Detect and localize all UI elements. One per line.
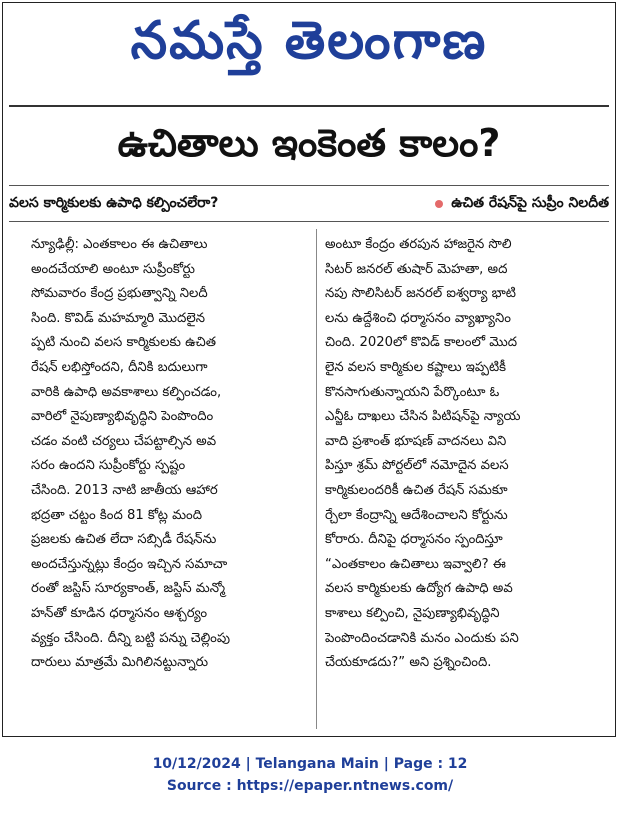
article-line: ప్రజలకు ఉచిత లేదా సబ్సిడీ రేషన్‌ను xyxy=(31,532,217,548)
article-line: రేషన్ లభిస్తోందని, దీనికి బదులుగా xyxy=(31,359,208,375)
masthead-logo: నమస్తే తెలంగాణ xyxy=(130,11,488,71)
headline-rule xyxy=(9,185,609,186)
article-column-left xyxy=(31,233,317,676)
article-line: రంతో జస్టిస్ సూర్యకాంత్, జస్టిస్ మన్మో xyxy=(31,581,226,597)
article-line: కార్మికులందరికీ ఉచిత రేషన్ సమకూ xyxy=(325,482,508,498)
article-line: అంటూ కేంద్రం తరపున హాజరైన సొలి xyxy=(325,237,512,252)
article-line: వ్యక్తం చేసింది. దీన్ని బట్టి పన్ను చెల్లింపు xyxy=(31,630,231,646)
article-line: అందచేస్తున్నట్లు కేంద్రం ఇచ్చిన సమాచా xyxy=(31,556,228,572)
top-rule xyxy=(9,105,609,107)
article-line: వలస కార్మికులకు ఉద్యోగ ఉపాధి అవ xyxy=(325,581,513,597)
subheading-left: వలస కార్మికులకు ఉపాధి కల్పించలేరా? xyxy=(9,194,219,211)
article-line: ఎన్జీఓ దాఖలు చేసిన పిటిషన్‌పై న్యాయ xyxy=(325,409,521,425)
article-line: ర్చేలా కేంద్రాన్ని ఆదేశించాలని కోర్టును xyxy=(325,507,508,523)
article-line: కోరారు. దీనిపై ధర్మాసనం స్పందిస్తూ xyxy=(325,532,503,548)
article-line: చేసింది. 2013 నాటి జాతీయ ఆహార xyxy=(31,482,218,498)
subheading-right: ఉచిత రేషన్‌పై సుప్రీం నిలదీత xyxy=(451,194,609,211)
article-line: సరం ఉందని సుప్రీంకోర్టు స్పష్టం xyxy=(31,458,186,474)
subheading-bar xyxy=(9,191,609,217)
article-line: నపు సొలిసిటర్ జనరల్ ఐశ్వర్యా భాటి xyxy=(325,286,516,302)
article-line: చింది. 2020లో కొవిడ్ కాలంలో మొద xyxy=(325,335,518,351)
article-line: లను ఉద్దేశించి ధర్మాసనం వ్యాఖ్యానిం xyxy=(325,310,511,326)
article-line: చేయకూడదు?” అని ప్రశ్నించింది. xyxy=(325,655,492,671)
footer-source-link[interactable]: Source : https://epaper.ntnews.com/ xyxy=(166,778,454,794)
subheading-rule xyxy=(9,221,609,222)
footer-edition-info: 10/12/2024 | Telangana Main | Page : 12 xyxy=(152,756,468,772)
article-line: వారికి ఉపాధి అవకాశాలు కల్పించడం, xyxy=(31,384,222,400)
news-clipping xyxy=(2,2,616,737)
article-line: సింది. కొవిడ్ మహమ్మారి మొదలైన xyxy=(31,310,205,326)
article-column-right xyxy=(325,233,611,676)
article-line: కాశాలు కల్పించి, నైపుణ్యాభివృద్ధిని xyxy=(325,605,500,621)
article-line: కొనసాగుతున్నాయని పేర్కొంటూ ఓ xyxy=(325,384,500,400)
article-line: లైన వలస కార్మికుల కష్టాలు ఇప్పటికీ xyxy=(325,359,507,375)
article-line: ప్పటి నుంచి వలస కార్మికులకు ఉచిత xyxy=(31,335,216,351)
article-line: భద్రతా చట్టం కింద 81 కోట్ల మంది xyxy=(31,507,203,523)
article-line: చడం వంటి చర్యలు చేపట్టాల్సిన అవ xyxy=(31,433,217,449)
column-divider xyxy=(316,229,317,729)
article-line: పిస్తూ శ్రమ్ పోర్టల్‌లో నమోదైన వలస xyxy=(325,458,509,474)
article-line: అందచేయాలి అంటూ సుప్రీంకోర్టు xyxy=(31,261,195,277)
article-line: దారులు మాత్రమే మిగిలినట్టున్నారు xyxy=(31,655,209,671)
headline: ఉచితాలు ఇంకెంత కాలం? xyxy=(117,121,501,165)
article-line: వాది ప్రశాంత్ భూషణ్ వాదనలు విని xyxy=(325,433,507,449)
bullet-icon xyxy=(435,200,443,208)
article-line: పెంపొందించడానికి మనం ఎందుకు పని xyxy=(325,630,519,646)
article-line: “ఎంతకాలం ఉచితాలు ఇవ్వాలి? ఈ xyxy=(325,556,506,572)
article-line: వారిలో నైపుణ్యాభివృద్ధిని పెంపొందిం xyxy=(31,409,214,425)
article-line: సిటర్ జనరల్ తుషార్ మెహతా, అద xyxy=(325,261,508,277)
article-line: న్యూఢిల్లీ: ఎంతకాలం ఈ ఉచితాలు xyxy=(31,237,208,252)
article-line: హన్‌తో కూడిన ధర్మాసనం ఆశ్చర్యం xyxy=(31,605,208,621)
article-line: సోమవారం కేంద్ర ప్రభుత్వాన్ని నిలదీ xyxy=(31,286,208,302)
